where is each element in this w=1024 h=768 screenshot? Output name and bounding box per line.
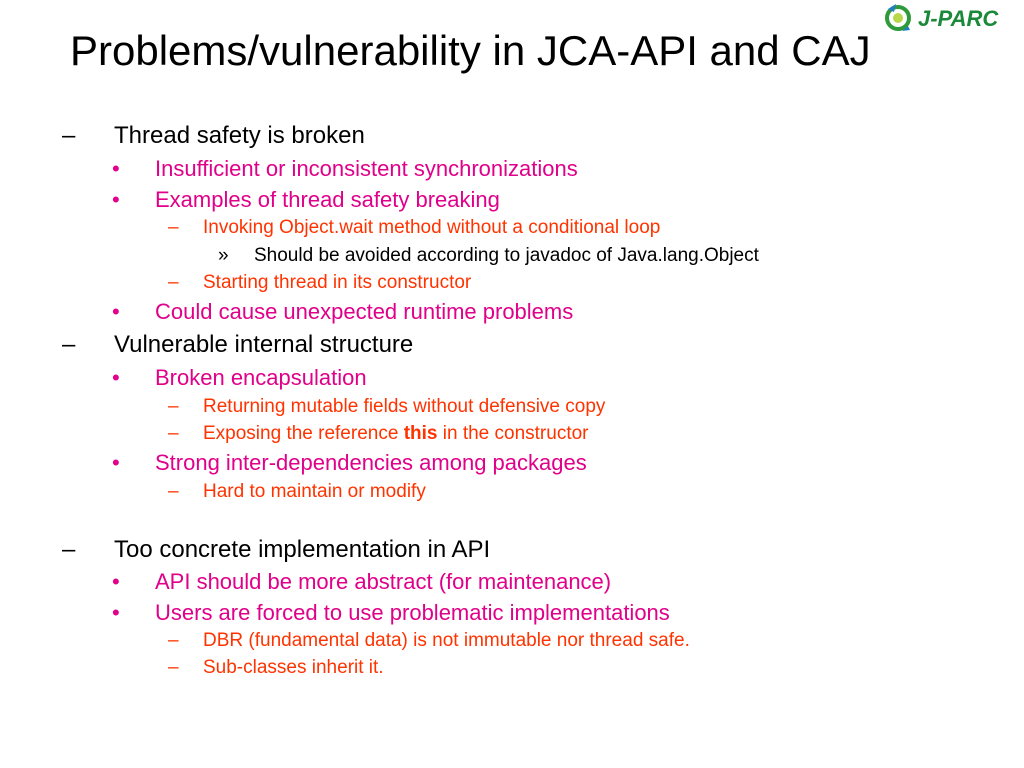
slide-title: Problems/vulnerability in JCA-API and CAJ — [70, 27, 871, 74]
item-text: Examples of thread safety breaking — [155, 187, 500, 212]
item-text: Too concrete implementation in API — [114, 536, 491, 563]
item-text: API should be more abstract (for maintenance) — [155, 569, 612, 594]
item-text-pre: Exposing the reference — [203, 423, 404, 444]
dash-marker: – — [62, 536, 76, 563]
item-text: Insufficient or inconsistent synchronizations — [155, 156, 578, 181]
bullet-marker: • — [112, 156, 120, 181]
dash-marker: – — [168, 423, 179, 444]
dash-marker: – — [62, 331, 76, 358]
item-text-post: in the constructor — [437, 423, 589, 444]
bullet-marker: • — [112, 450, 120, 475]
dash-marker: – — [168, 481, 179, 502]
bullet-marker: • — [112, 299, 120, 324]
dash-marker: – — [168, 630, 179, 651]
j-parc-logo — [882, 0, 1022, 36]
item-text: Vulnerable internal structure — [114, 331, 414, 358]
item-text: Sub-classes inherit it. — [203, 657, 384, 678]
bullet-marker: • — [112, 365, 120, 390]
raquo-marker: » — [218, 245, 229, 266]
bullet-marker: • — [112, 600, 120, 625]
logo-text: J-PARC — [918, 6, 999, 31]
item-text: Should be avoided according to javadoc of Java.lang.Object — [254, 245, 759, 266]
dash-marker: – — [62, 122, 76, 149]
item-text: DBR (fundamental data) is not immutable nor thread safe. — [203, 630, 690, 651]
bullet-marker: • — [112, 187, 120, 212]
item-text: Starting thread in its constructor — [203, 272, 472, 293]
item-text: Broken encapsulation — [155, 365, 367, 390]
item-text: Strong inter-dependencies among packages — [155, 450, 587, 475]
dash-marker: – — [168, 396, 179, 417]
dash-marker: – — [168, 657, 179, 678]
item-text — [203, 423, 589, 445]
item-text: Thread safety is broken — [114, 122, 365, 149]
dash-marker: – — [168, 217, 179, 238]
item-text: Returning mutable fields without defensive copy — [203, 396, 606, 417]
item-text: Users are forced to use problematic implementations — [155, 600, 670, 625]
dash-marker: – — [168, 272, 179, 293]
item-text: Hard to maintain or modify — [203, 481, 426, 502]
j-parc-logo-icon — [882, 0, 1022, 36]
bullet-marker: • — [112, 569, 120, 594]
item-text: Invoking Object.wait method without a conditional loop — [203, 217, 661, 238]
item-text-bold: this — [403, 423, 438, 444]
item-text: Could cause unexpected runtime problems — [155, 299, 574, 324]
